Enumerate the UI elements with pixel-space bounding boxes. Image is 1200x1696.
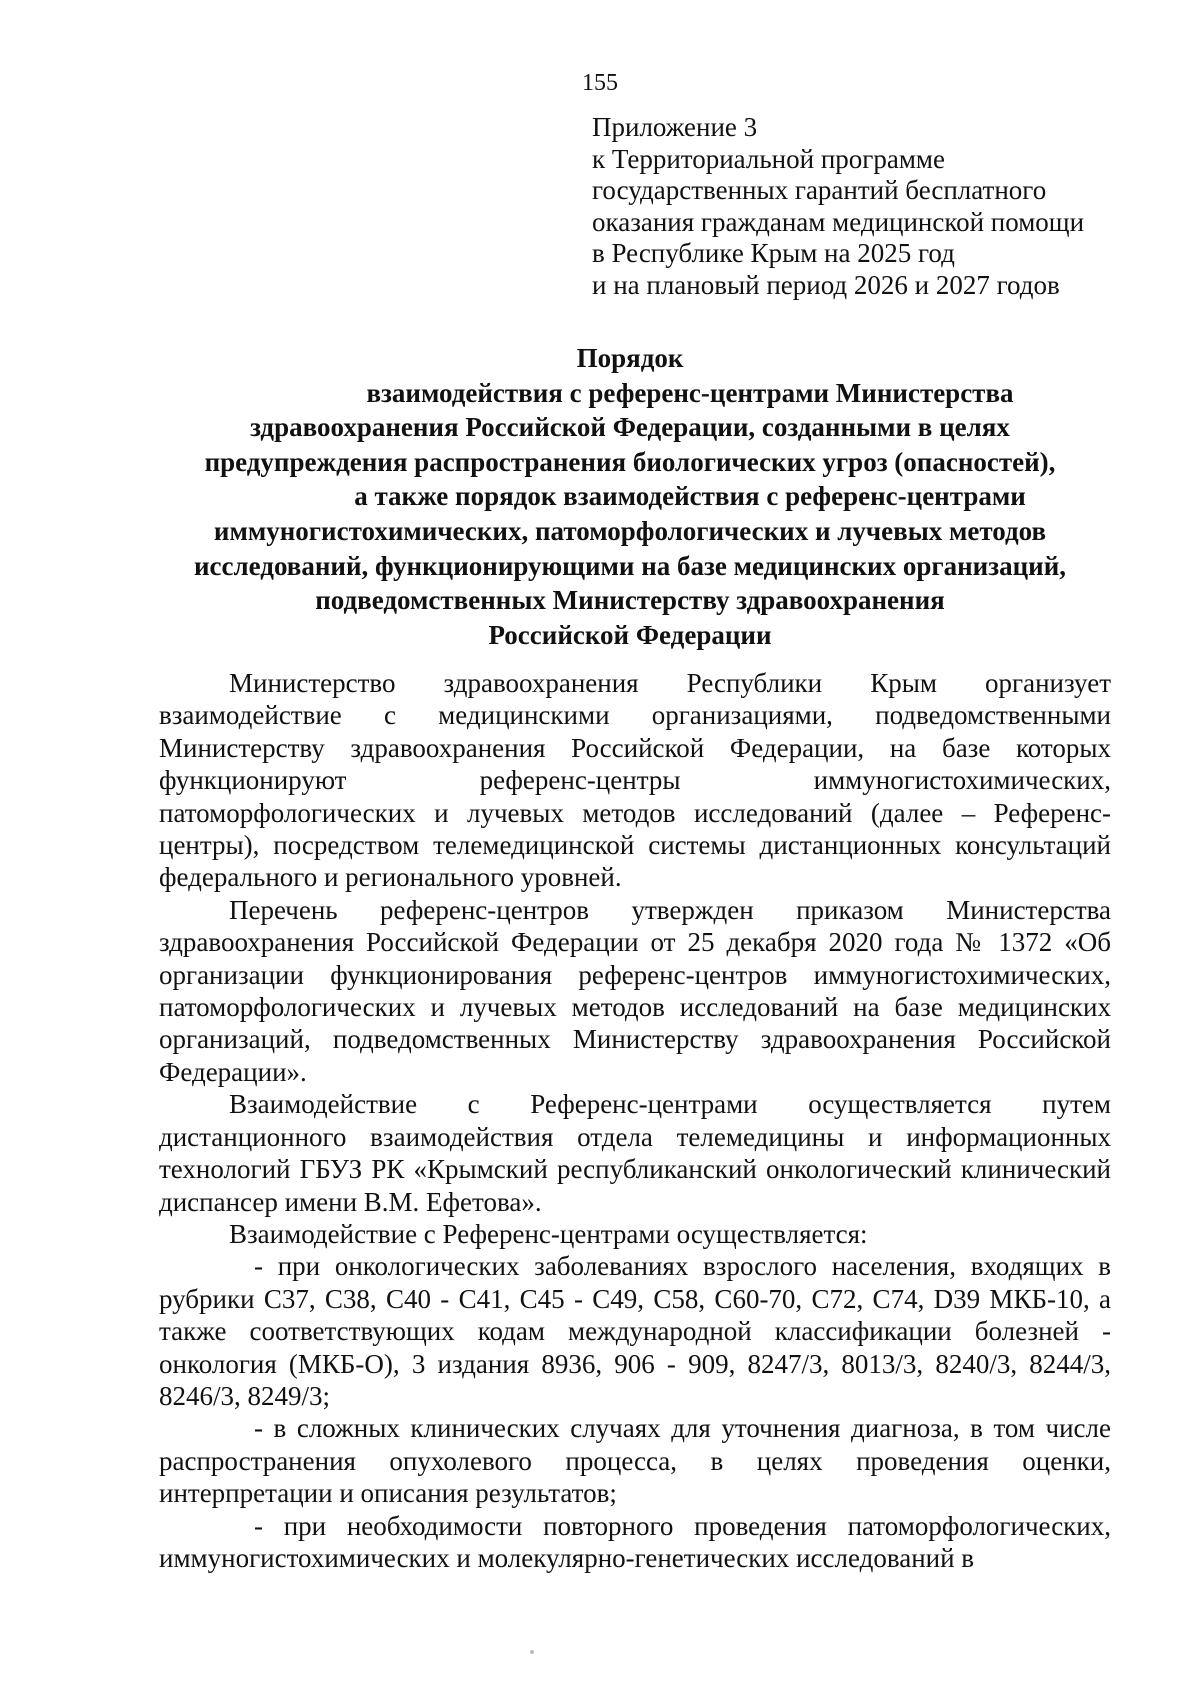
scan-dot [530,1650,534,1654]
appendix-line: в Республике Крым на 2025 год [592,238,955,268]
document-body [159,667,1111,1574]
title-heading: Порядок [576,343,684,373]
appendix-block [592,112,1152,301]
appendix-line: государственных гарантий бесплатного [592,175,1047,205]
body-paragraph: Взаимодействие с Референс-центрами осуществляется: [229,1218,868,1249]
appendix-line: Приложение 3 [592,112,758,142]
title-line: взаимодействия с референс-центрами Министерства [366,377,1014,408]
appendix-line: к Территориальной программе [592,143,945,174]
appendix-line: и на плановый период 2026 и 2027 годов [592,269,1060,300]
title-line: здравоохранения Российской Федерации, созданными в целях [250,412,1010,443]
body-paragraph: Министерство здравоохранения Республики Крым организует взаимодействие с медицинскими организациями, подведомственными Министерству здравоохранения Российской Федерации, на базе которых функционируют референс-центры иммуногистохимических, патоморфологических и лучевых методов исследований (далее – Референс-центры), посредством телемедицинской системы дистанционных консультаций федерального и регионального уровней. [159,668,1111,893]
list-item: - в сложных клинических случаях для уточнения диагноза, в том числе распространения опухолевого процесса, в целях проведения оценки, интерпретации и описания результатов; [159,1413,1111,1509]
title-line: подведомственных Министерству здравоохранения [315,585,945,616]
title-line: а также порядок взаимодействия с референс-центрами [354,481,1026,512]
title-line: предупреждения распространения биологических угроз (опасностей), [204,446,1056,477]
title-line: исследований, функционирующими на базе медицинских организаций, [193,550,1067,581]
title-line: Российской Федерации [488,619,772,650]
page-number: 155 [582,70,618,96]
appendix-line: оказания гражданам медицинской помощи [592,206,1085,237]
document-title [150,341,1110,652]
list-item: - при необходимости повторного проведения патоморфологических, иммуногистохимических и молекулярно-генетических исследований в [159,1510,1111,1573]
list-item: - при онкологических заболеваниях взрослого населения, входящих в рубрики С37, С38, С40 - С41, С45 - С49, С58, С60-70, С72, С74, D39 МКБ-10, а также соответствующих кодам международной классификации болезней - онкология (МКБ-О), 3 издания 8936, 906 - 909, 8247/3, 8013/3, 8240/3, 8244/3, 8246/3, 8249/3; [159,1251,1111,1411]
title-line: иммуногистохимических, патоморфологических и лучевых методов [213,515,1047,546]
body-paragraph: Взаимодействие с Референс-центрами осуществляется путем дистанционного взаимодействия отдела телемедицины и информационных технологий ГБУЗ РК «Крымский республиканский онкологический клинический диспансер имени В.М. Ефетова». [159,1089,1111,1217]
body-paragraph: Перечень референс-центров утвержден приказом Министерства здравоохранения Российской Федерации от 25 декабря 2020 года № 1372 «Об организации функционирования референс-центров иммуногистохимических, патоморфологических и лучевых методов исследований на базе медицинских организаций, подведомственных Министерству здравоохранения Российской Федерации». [159,894,1111,1087]
